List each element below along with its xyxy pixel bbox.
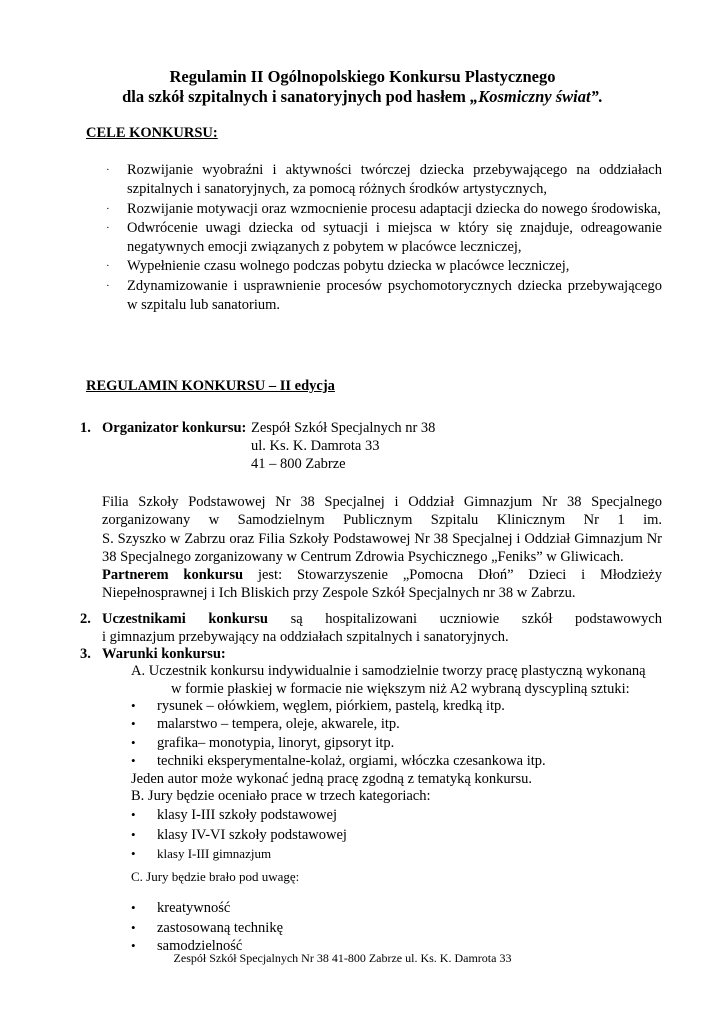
organizer-paragraph-line: zorganizowany w Samodzielnym Publicznym Szpitalu Klinicznym Nr 1 im.	[102, 512, 662, 529]
goal-item	[106, 219, 662, 258]
criterion-text: zastosowaną technikę	[157, 920, 284, 936]
document-title-line2	[0, 87, 725, 106]
bullet-icon: •	[131, 716, 136, 732]
organizer-paragraph	[102, 493, 662, 603]
partner-label: Partnerem konkursu	[102, 567, 244, 584]
technique-text: rysunek – ołówkiem, węglem, piórkiem, pastelą, kredką itp.	[157, 698, 505, 714]
organizer-paragraph-line: 38 Specjalnego zorganizowany w Centrum Zdrowia Psychicznego „Feniks” w Gliwicach.	[102, 548, 624, 565]
goal-bullet: ·	[106, 260, 110, 273]
goals-heading: CELE KONKURSU:	[86, 125, 218, 141]
bullet-icon: •	[131, 900, 136, 915]
condition-b-heading: B. Jury będzie oceniało prace w trzech kategoriach:	[131, 788, 431, 804]
organizer-address-line2: ul. Ks. K. Damrota 33	[251, 438, 380, 454]
section-1-number: 1.	[80, 420, 91, 436]
condition-a-line2: w formie płaskiej w formacie nie większym niż A2 wybraną dyscypliną sztuki:	[171, 681, 630, 697]
one-work-note: Jeden autor może wykonać jedną pracę zgodną z tematyką konkursu.	[131, 771, 533, 788]
goal-bullet: ·	[106, 164, 110, 176]
technique-item	[131, 697, 546, 715]
document-title-line1: Regulamin II Ogólnopolskiego Konkursu Plastycznego	[169, 67, 556, 86]
criterion-item	[131, 918, 283, 938]
bullet-icon: •	[131, 846, 136, 861]
participants-line	[102, 610, 662, 628]
organizer-paragraph-line: Filia Szkoły Podstawowej Nr 38 Specjalnej i Oddział Gimnazjum Nr 38 Specjalnego	[102, 494, 662, 510]
category-text: klasy I-III szkoły podstawowej	[157, 807, 337, 823]
goal-item	[106, 200, 662, 219]
goal-item	[106, 161, 662, 200]
partner-line: Niepełnosprawnej i Ich Bliskich przy Zespole Szkół Specjalnych nr 38 w Zabrzu.	[102, 585, 576, 602]
technique-text: grafika– monotypia, linoryt, gipsoryt itp.	[157, 734, 395, 751]
technique-item	[131, 715, 546, 733]
category-item	[131, 845, 347, 863]
goal-item	[106, 277, 662, 316]
goals-list	[106, 161, 662, 315]
goal-text: Rozwijanie wyobraźni i aktywności twórczej dziecka przebywającego na oddziałach szpitalnych i sanatoryjnych, za pomocą różnych środków artystycznych,	[127, 162, 662, 198]
goal-bullet: ·	[106, 279, 110, 292]
rules-heading: REGULAMIN KONKURSU – II edycja	[86, 378, 335, 394]
category-item	[131, 825, 347, 845]
participants-label: Uczestnikami konkursu	[102, 611, 268, 627]
section-2-number: 2.	[80, 611, 91, 627]
bullet-icon: •	[131, 827, 136, 842]
organizer-address-line1: Zespół Szkół Specjalnych nr 38	[251, 420, 436, 436]
conditions-label: Warunki konkursu:	[102, 646, 226, 662]
partner-line	[102, 566, 662, 584]
goal-text: Zdynamizowanie i usprawnienie procesów psychomotorycznych dziecka przebywającego w szpitalu lub sanatorium.	[127, 277, 662, 314]
participants-paragraph	[102, 610, 662, 647]
goal-bullet: ·	[106, 221, 110, 234]
bullet-icon: •	[131, 920, 136, 935]
goal-text: Rozwijanie motywacji oraz wzmocnienie procesu adaptacji dziecka do nowego środowiska,	[127, 200, 661, 217]
page-footer: Zespół Szkół Specjalnych Nr 38 41-800 Zabrze ul. Ks. K. Damrota 33	[173, 951, 512, 965]
technique-text: techniki eksperymentalne-kolaż, orgiami, włóczka czesankowa itp.	[157, 752, 546, 769]
title-quote: „Kosmiczny świat”.	[470, 87, 603, 106]
goal-text: Wypełnienie czasu wolnego podczas pobytu dziecka w placówce leczniczej,	[127, 258, 570, 275]
criteria-list	[131, 898, 283, 954]
criterion-text: kreatywność	[157, 900, 231, 916]
bullet-icon: •	[131, 698, 136, 713]
bullet-icon: •	[131, 807, 136, 822]
participants-text: są hospitalizowani uczniowie szkół podstawowych	[268, 611, 662, 627]
criterion-text: samodzielność	[157, 938, 243, 954]
section-3-number: 3.	[80, 646, 91, 662]
goal-item	[106, 257, 662, 276]
goal-text: Odwrócenie uwagi dziecka od sytuacji i miejsca w który się znajduje, odreagowanie negatywnych emocji związanych z pobytem w placówce leczniczej,	[127, 219, 662, 256]
criterion-item	[131, 898, 283, 918]
bullet-icon: •	[131, 938, 136, 953]
bullet-icon: •	[131, 734, 136, 750]
categories-list	[131, 805, 347, 863]
organizer-label: Organizator konkursu:	[102, 420, 247, 436]
partner-text: jest: Stowarzyszenie „Pomocna Dłoń” Dzieci i Młodzieży	[243, 567, 662, 584]
condition-c-heading: C. Jury będzie brało pod uwagę:	[131, 869, 300, 884]
technique-item	[131, 734, 546, 752]
title-subtitle: dla szkół szpitalnych i sanatoryjnych pod hasłem	[122, 87, 470, 106]
category-text: klasy IV-VI szkoły podstawowej	[157, 827, 347, 843]
bullet-icon: •	[131, 752, 136, 768]
participants-line: i gimnazjum przebywający na oddziałach szpitalnych i sanatoryjnych.	[102, 629, 509, 646]
organizer-paragraph-line: S. Szyszko w Zabrzu oraz Filia Szkoły Podstawowej Nr 38 Specjalnej i Oddział Gimnazjum Nr	[102, 530, 662, 547]
techniques-list	[131, 697, 546, 788]
goal-bullet: ·	[106, 202, 110, 215]
condition-a-line1: A. Uczestnik konkursu indywidualnie i samodzielnie tworzy pracę plastyczną wykonaną	[131, 663, 646, 679]
category-item	[131, 805, 347, 825]
organizer-address-line3: 41 – 800 Zabrze	[251, 456, 346, 472]
category-text: klasy I-III gimnazjum	[157, 846, 272, 861]
technique-text: malarstwo – tempera, oleje, akwarele, itp.	[157, 716, 400, 733]
technique-item	[131, 752, 546, 770]
